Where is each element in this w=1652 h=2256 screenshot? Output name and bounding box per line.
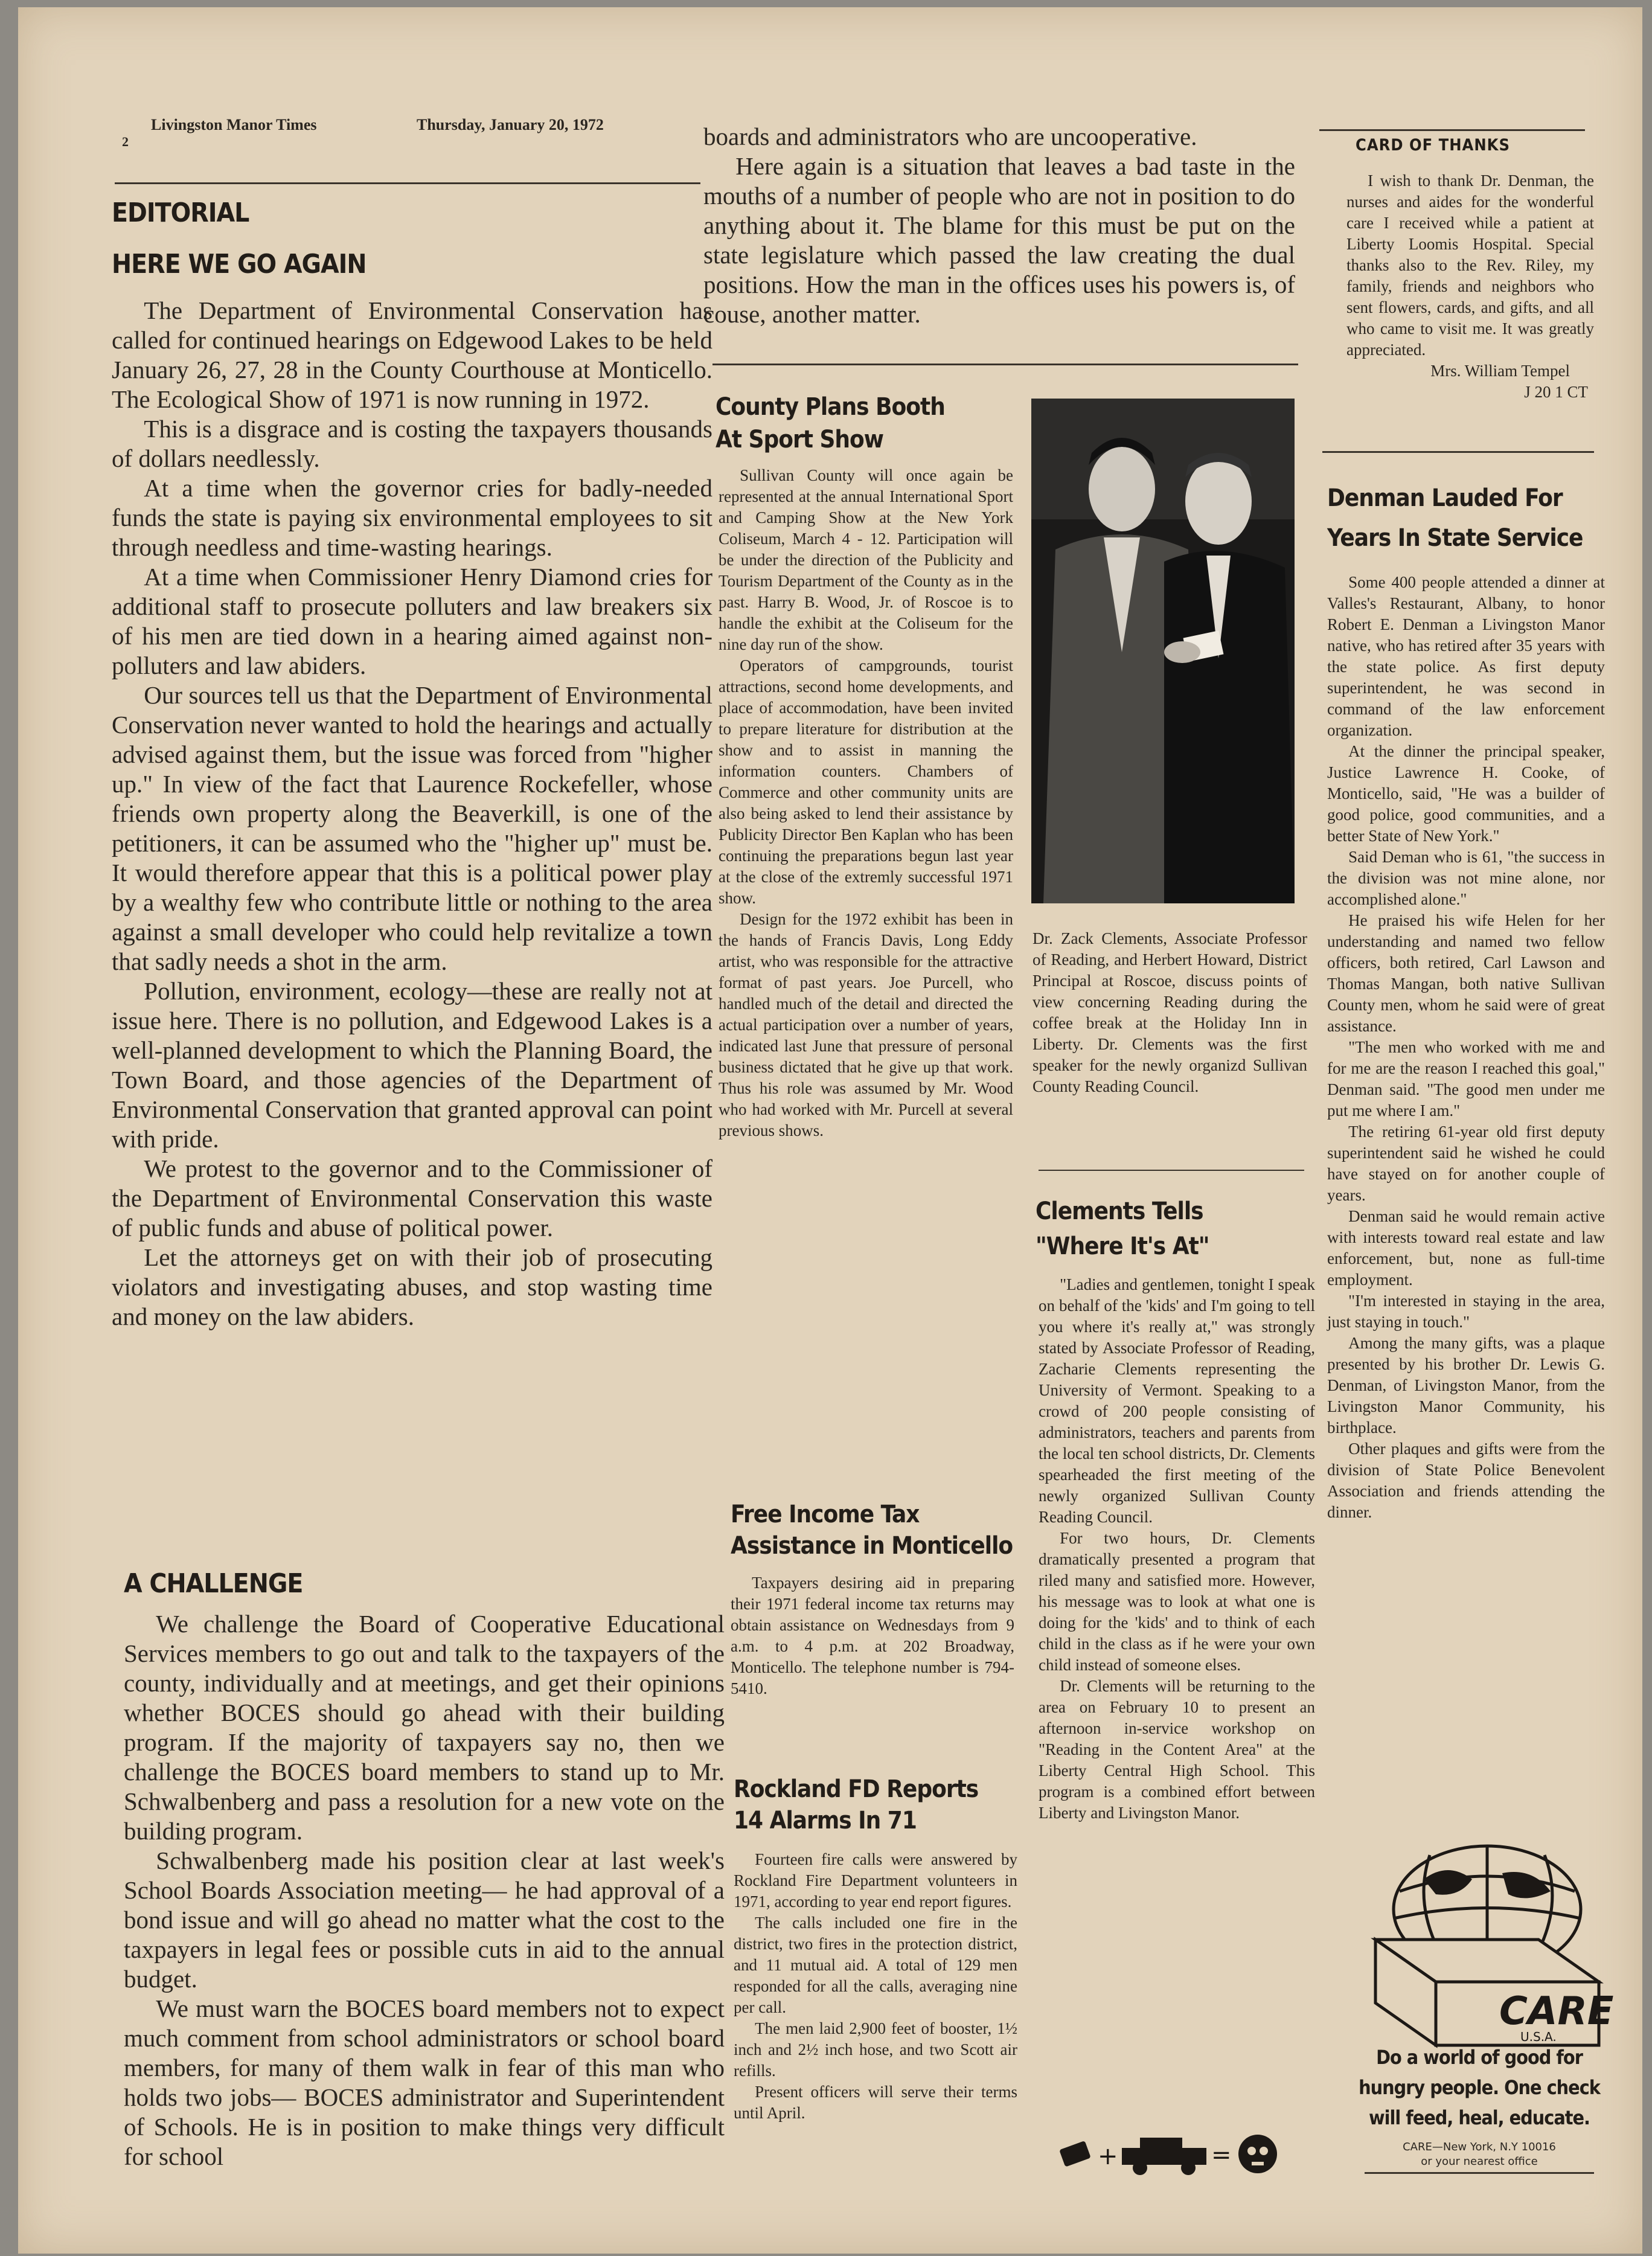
challenge-body — [124, 1609, 725, 2171]
editorial-paragraph: Our sources tell us that the Department of Environmental Conservation never wanted to hold the hearings and actually advised against them, but the issue was forced from "higher up." In view of the fact that Laurence Rockefeller, whose friends own property along the Beaverkill, is one of the petitioners, it can be assumed who the "higher up" must be. It would therefore appear that this is a political power play by a wealthy few who contribute little or nothing to the area against a small developer who could help revitalize a town that sadly needs a shot in the arm. — [112, 681, 712, 975]
denman-paragraph: He praised his wife Helen for her understanding and named two fellow officers, both retired, Carl Lawson and Thomas Mangan, both native Sullivan County men, whom he said were of great assistance. — [1327, 911, 1605, 1035]
section-label: EDITORIAL — [112, 197, 249, 228]
editorial-paragraph: At a time when the governor cries for badly-needed funds the state is paying six environmental employees to sit through needless and time-wasting hearings. — [112, 474, 712, 561]
editorial-title: HERE WE GO AGAIN — [112, 249, 367, 280]
denman-paragraph: "I'm interested in staying in the area, just staying in touch." — [1327, 1292, 1605, 1331]
rockland-paragraph: Present officers will serve their terms until April. — [734, 2083, 1017, 2122]
clements-body — [1039, 1274, 1315, 1824]
clements-headline: Clements Tells "Where It's At" — [1036, 1197, 1209, 1260]
rockland-paragraph: The calls included one fire in the district, two fires in the protection district, and 11 mutual aid. A total of 129 men responded for all the calls, averaging nine per call. — [734, 1914, 1017, 2016]
thanks-bottom-rule — [1322, 451, 1594, 453]
clements-paragraph: "Ladies and gentlemen, tonight I speak on behalf of the 'kids' and I'm going to tell you where it's really at," was strongly stated by Associate Professor of Reading, Zacharie Clements representing the University of Vermont. Speaking to a crowd of 200 people consisting of administrators, teachers and parents from the local ten school districts, Dr. Clements spearheaded the first meeting of the newly organized Sullivan County Reading Council. — [1039, 1275, 1315, 1526]
denman-paragraph: Said Deman who is 61, "the success in the division was not mine alone, nor accomplished alone." — [1327, 848, 1605, 908]
rockland-paragraph: The men laid 2,900 feet of booster, 1½ inch and 2½ inch hose, and two Scott air refills. — [734, 2019, 1017, 2080]
thanks-body — [1346, 170, 1594, 403]
care-logo-text: CARE — [1499, 1989, 1614, 2034]
svg-text:+: + — [1098, 2142, 1118, 2170]
page-number: 2 — [122, 134, 129, 149]
issue-date: Thursday, January 20, 1972 — [417, 116, 604, 133]
tax-body — [731, 1572, 1014, 1699]
news-photo — [1031, 399, 1295, 903]
editorial-continued — [703, 122, 1295, 329]
care-globe-box-icon — [1357, 1837, 1617, 2048]
editorial-paragraph: This is a disgrace and is costing the taxpayers thousands of dollars needlessly. — [112, 415, 712, 472]
caption-rule — [1039, 1170, 1304, 1171]
clements-paragraph: For two hours, Dr. Clements dramatically presented a program that riled many and satisfied more. However, his message was to look at what one is doing for the 'kids' and to think of each child in the class as if he were your own child instead of someone elses. — [1039, 1529, 1315, 1674]
denman-paragraph: Other plaques and gifts were from the division of State Police Benevolent Association and friends attending the dinner. — [1327, 1440, 1605, 1521]
denman-paragraph: Denman said he would remain active with interests toward real estate and law enforcement, but, none as full-time employment. — [1327, 1207, 1605, 1289]
editorial-paragraph: Let the attorneys get on with their job of prosecuting violators and investigating abuses, and stop wasting time and money on the law abiders. — [112, 1243, 712, 1330]
newspaper-page — [18, 7, 1642, 2254]
care-bottom-rule — [1365, 2172, 1594, 2174]
denman-body — [1327, 572, 1605, 1523]
two-men-photo — [1031, 399, 1295, 903]
editorial-paragraph: The Department of Environmental Conservation has called for continued hearings on Edgewood Lakes to be held January 26, 27, 28 in the County Courthouse at Monticello. The Ecological Show of 1971 is now running in 1972. — [112, 296, 712, 413]
thanks-text: I wish to thank Dr. Denman, the nurses and aides for the wonderful care I received while a patient at Liberty Loomis Hospital. Special thanks also to the Rev. Riley, my family, friends and neighbors who sent flowers, cards, and gifts, and all who came to visit me. It was greatly appreciated. — [1346, 171, 1594, 359]
denman-paragraph: Some 400 people attended a dinner at Valles's Restaurant, Albany, to honor Robert E. Denman a Livingston Manor native, who has retired after 35 years with the state police. As first deputy superintendent, he was second in command of the law enforcement organization. — [1327, 573, 1605, 739]
challenge-paragraph: Schwalbenberg made his position clear at last week's School Boards Association meeting— he had approval of a bond issue and will go ahead no matter what the cost to the taxpayers in legal fees or possible cuts in aid to the annual budget. — [124, 1847, 725, 1993]
care-logo-sub: U.S.A. — [1520, 2030, 1557, 2044]
denman-paragraph: Among the many gifts, was a plaque presented by his brother Dr. Lewis G. Denman, of Livingston Manor, from the Livingston Manor Community, his birthplace. — [1327, 1334, 1605, 1437]
thanks-signature: Mrs. William Tempel — [1430, 362, 1570, 380]
photo-caption: Dr. Zack Clements, Associate Professor of Reading, and Herbert Howard, District Principal at Roscoe, discuss points of view concerning Reading during the coffee break at the Holiday Inn in Liberty. Dr. Clements was the first speaker for the newly organizd Sullivan County Reading Council. — [1032, 929, 1307, 1095]
tax-headline: Free Income Tax Assistance in Monticello — [731, 1501, 1013, 1560]
care-address: CARE—New York, N.Y 10016 or your nearest office — [1403, 2141, 1556, 2168]
challenge-paragraph: We must warn the BOCES board members not to expect much comment from school administrators or school board members, for many of them walk in fear of this man who holds two jobs— BOCES administrator and Superintendent of Schools. He is in position to make things very difficult for school — [124, 1995, 725, 2170]
section-rule — [712, 364, 1298, 365]
thanks-code: J 20 1 CT — [1524, 383, 1588, 401]
clements-paragraph: Dr. Clements will be returning to the area on February 10 to present an afternoon in-service workshop on "Reading in the Content Area" at the Liberty Central High School. This program is a combined effort between Liberty and Livingston Manor. — [1039, 1677, 1315, 1822]
editorial-body — [112, 296, 712, 1331]
booth-paragraph: Sullivan County will once again be represented at the annual International Sport and Camping Show at the New York Coliseum, March 4 - 12. Participation will be under the direction of the Publicity and Tourism Department of the County as in the past. Harry B. Wood, Jr. of Roscoe is to handle the exhibit at the Coliseum for the nine day run of the show. — [719, 466, 1013, 653]
thanks-rule — [1319, 129, 1585, 131]
cart-illustration-icon — [1055, 2127, 1294, 2181]
continued-paragraph: boards and administrators who are uncooperative. — [703, 123, 1197, 150]
booth-paragraph: Operators of campgrounds, tourist attractions, second home developments, and place of accommodation, have been invited to prepare literature for distribution at the show and to assist in manning the information counters. Chambers of Commerce and other community units are also being asked to lend their assistance by Publicity Director Ben Kaplan who has been continuing the preparations begun last year at the close of the extremly successful 1971 show. — [719, 656, 1013, 907]
editorial-paragraph: Pollution, environment, ecology—these are really not at issue here. There is no pollution, and Edgewood Lakes is a well-planned development to which the Planning Board, the Town Board, and those agencies of the Department of Environmental Conservation that granted approval can point with pride. — [112, 977, 712, 1153]
editorial-paragraph: At a time when Commissioner Henry Diamond cries for additional staff to prosecute polluters and law breakers six of his men are tied down in a hearing aimed against non-polluters and law abiders. — [112, 563, 712, 679]
denman-paragraph: "The men who worked with me and for me are the reason I reached this goal," Denman said. "The good men under me put me where I am." — [1327, 1038, 1605, 1120]
denman-headline: Denman Lauded For Years In State Service — [1327, 484, 1583, 552]
booth-headline: County Plans Booth At Sport Show — [716, 393, 945, 453]
care-slogan: Do a world of good for hungry people. One check will feed, heal, educate. — [1359, 2046, 1600, 2129]
booth-paragraph: Design for the 1972 exhibit has been in the hands of Francis Davis, Long Eddy artist, who was responsible for the attractive format of past years. Joe Purcell, who handled much of the detail and directed the actual participation over a number of years, indicated last June that pressure of personal business dictated that he give up that work. Thus his role was assumed by Mr. Wood who had worked with Mr. Purcell at several previous shows. — [719, 910, 1013, 1139]
paper-name: Livingston Manor Times — [151, 116, 317, 133]
editorial-paragraph: We protest to the governor and to the Commissioner of the Department of Environmental Conservation this waste of public funds and abuse of political power. — [112, 1155, 712, 1242]
tax-paragraph: Taxpayers desiring aid in preparing their 1971 federal income tax returns may obtain assistance on Wednesdays from 9 a.m. to 4 p.m. at 202 Broadway, Monticello. The telephone number is 794-5410. — [731, 1574, 1014, 1697]
rockland-paragraph: Fourteen fire calls were answered by Rockland Fire Department volunteers in 1971, according to year end report figures. — [734, 1850, 1017, 1911]
masthead-rule — [115, 182, 700, 184]
challenge-title: A CHALLENGE — [124, 1568, 303, 1599]
denman-paragraph: The retiring 61-year old first deputy superintendent said he wished he could have stayed on for another couple of years. — [1327, 1123, 1605, 1204]
svg-text:=: = — [1211, 2141, 1232, 2169]
booth-body — [719, 465, 1013, 1141]
rockland-body — [734, 1849, 1017, 2124]
denman-paragraph: At the dinner the principal speaker, Justice Lawrence H. Cooke, of Monticello, said, "He was a builder of good police, good communities, and a better State of New York." — [1327, 742, 1605, 845]
continued-paragraph: Here again is a situation that leaves a bad taste in the mouths of a number of people who are not in position to do anything about it. The blame for this must be put on the state legislature which passed the law creating the dual positions. How the man in the offices uses his powers is, of couse, another matter. — [703, 152, 1295, 328]
thanks-title: CARD OF THANKS — [1356, 136, 1510, 155]
rockland-headline: Rockland FD Reports 14 Alarms In 71 — [734, 1775, 979, 1835]
challenge-paragraph: We challenge the Board of Cooperative Educational Services members to go out and talk to the taxpayers of the county, individually and at meetings, and get their opinions whether BOCES should go ahead with their building program. If the majority of taxpayers say no, then we challenge the BOCES board members to stand up to Mr. Schwalbenberg and pass a resolution for a new vote on the building program. — [124, 1610, 725, 1845]
